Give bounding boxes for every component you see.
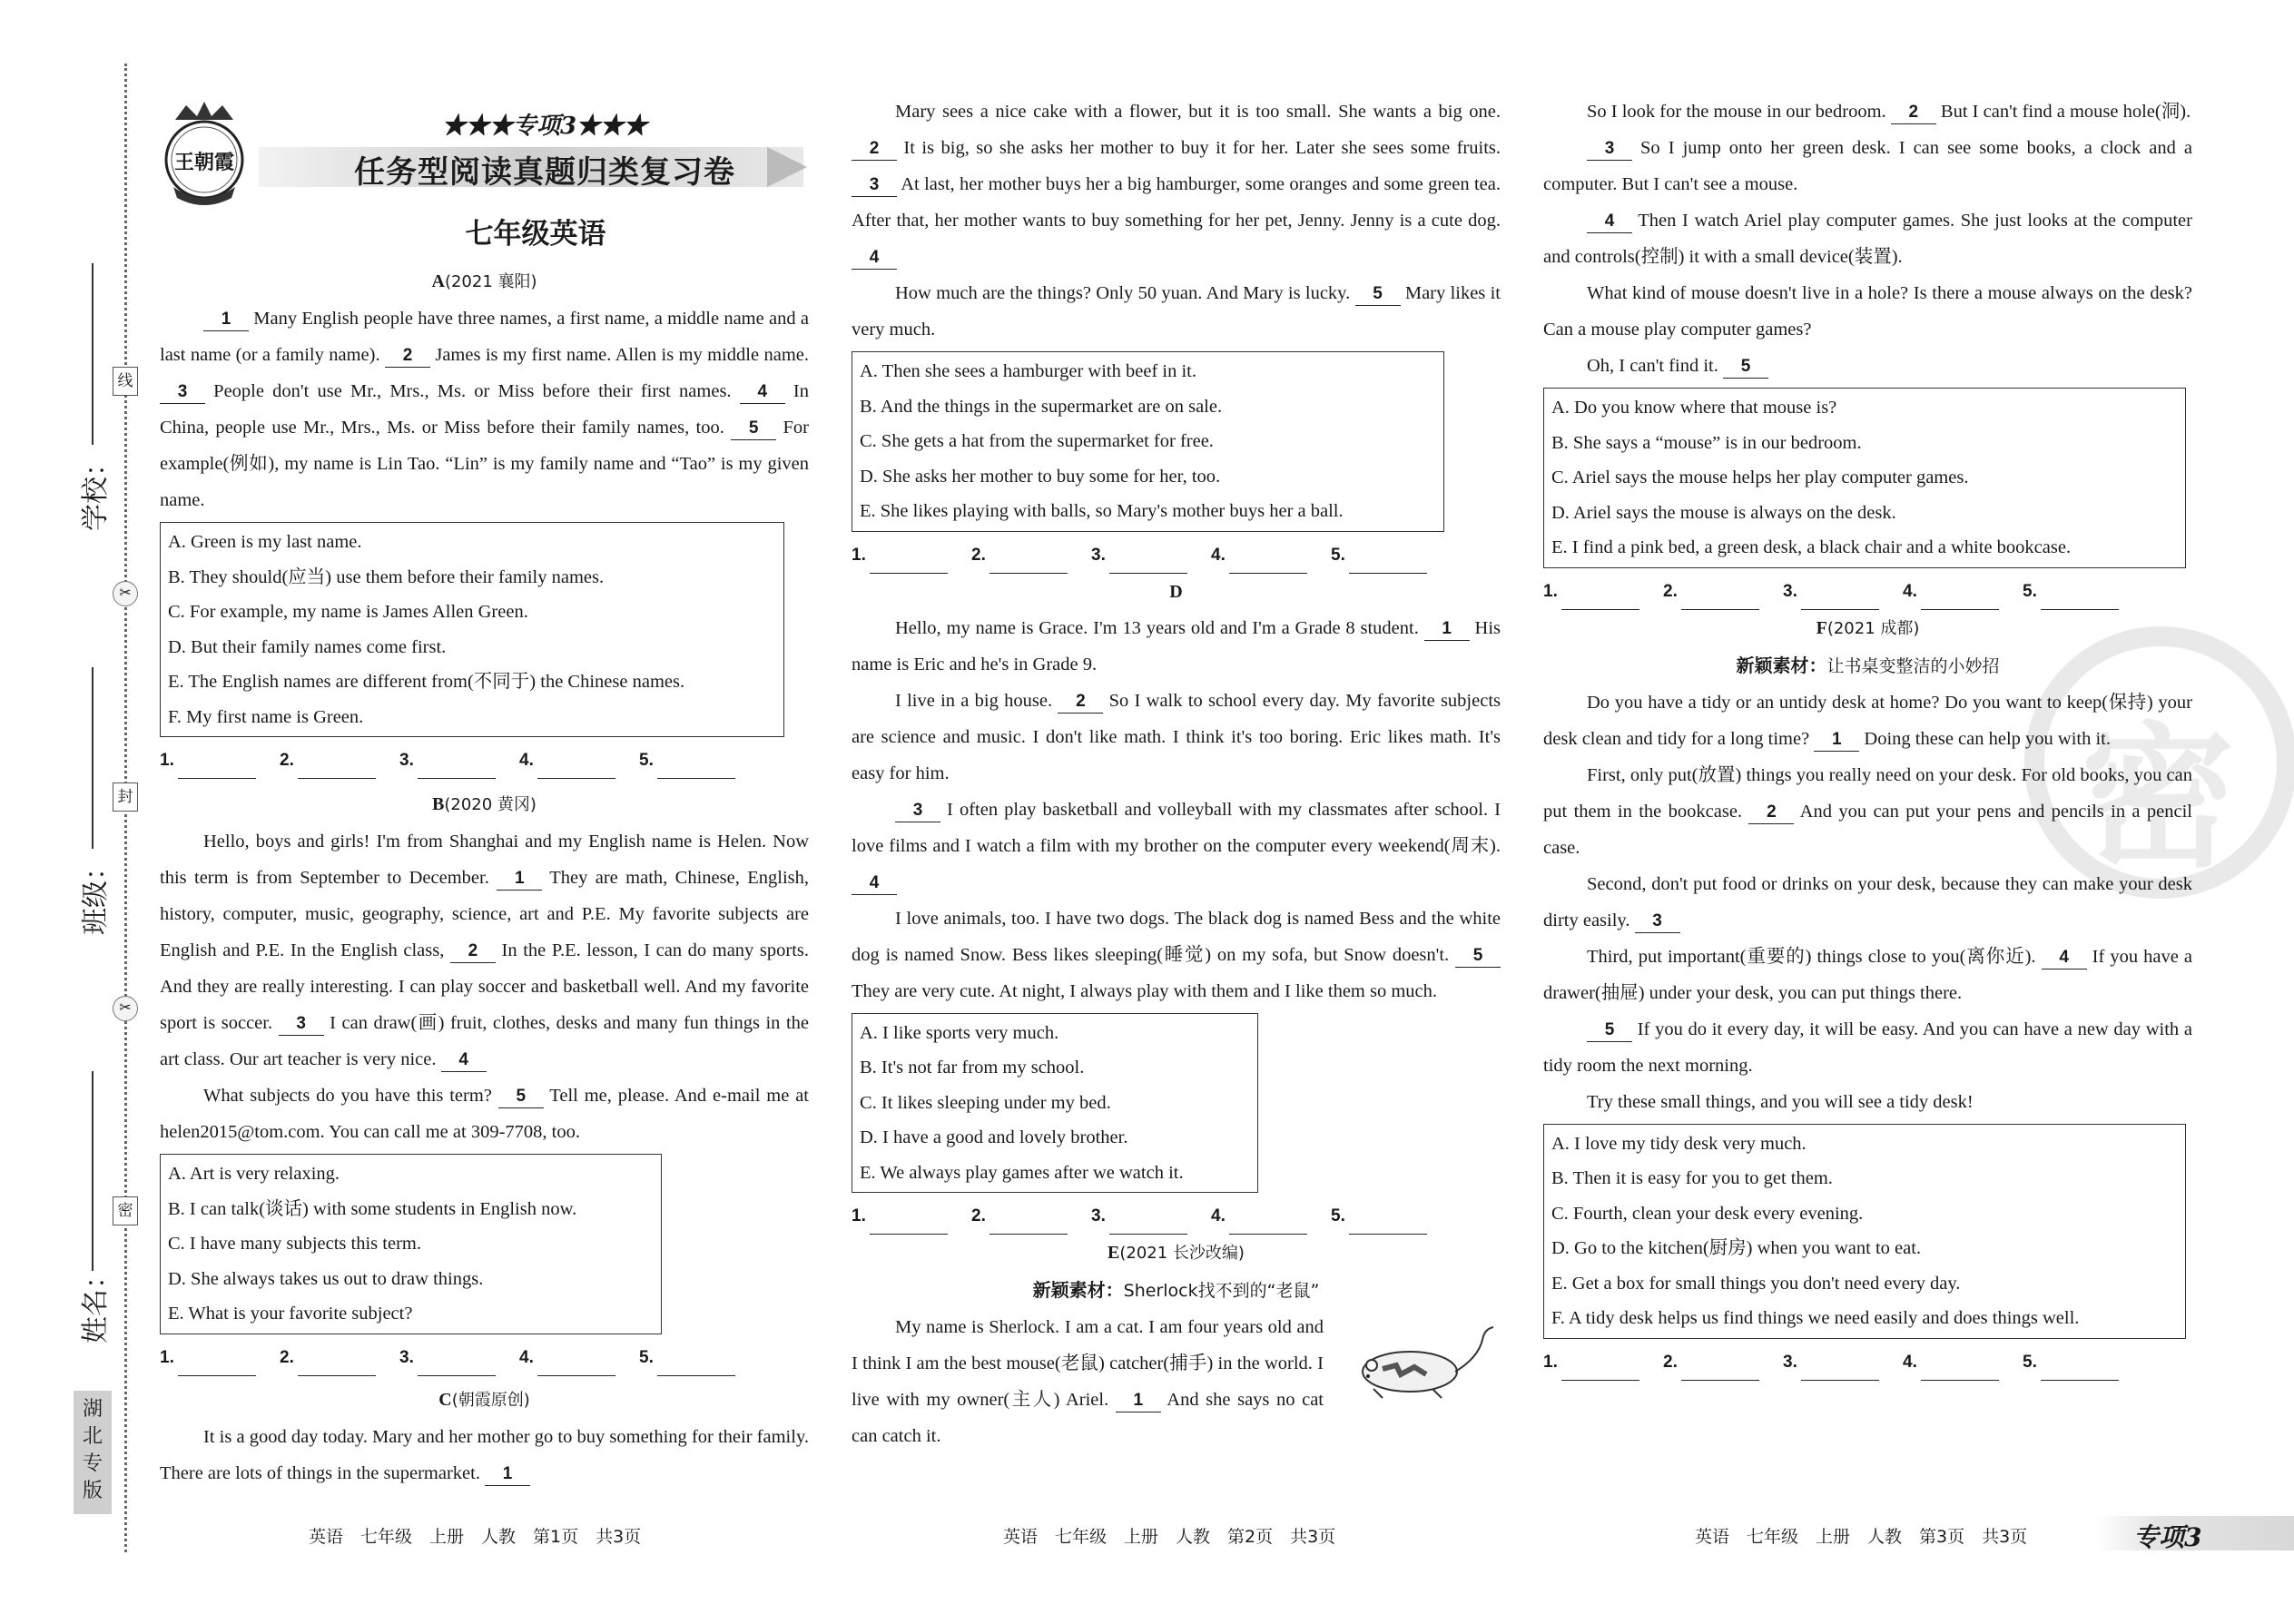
answer-row-d: 1. 2. 3. 4. 5.	[852, 1198, 1501, 1235]
option: B. I can talk(谈话) with some students in English now.	[168, 1198, 577, 1219]
answer-field[interactable]	[418, 756, 496, 779]
seal-char-xian: 线	[113, 367, 138, 396]
blank-a2[interactable]: 2	[385, 345, 430, 368]
answer-field[interactable]	[537, 756, 615, 779]
column-3	[1543, 94, 2192, 1381]
section-f-material: 新颖素材：让书桌变整洁的小妙招	[1736, 654, 2000, 676]
answer-field[interactable]	[1561, 1358, 1639, 1381]
option: A. Then she sees a hamburger with beef in it.	[860, 361, 1196, 381]
section-f-passage-4: Third, put important(重要的) things close to you(离你近). 4 If you have a drawer(抽屉) under your desk, you can put things there.	[1543, 946, 2192, 1003]
answer-field[interactable]	[1349, 1212, 1427, 1235]
answer-row-a: 1. 2. 3. 4. 5.	[160, 743, 809, 779]
watermark-seal: 密	[2024, 626, 2294, 899]
answer-field[interactable]	[1921, 1358, 1999, 1381]
section-e-passage-4: 4 Then I watch Ariel play computer games. She just looks at the computer and controls(控制) it with a small device(装置).	[1543, 211, 2192, 267]
blank-c3[interactable]: 3	[852, 174, 897, 197]
option: B. Then it is easy for you to get them.	[1551, 1168, 1833, 1188]
option: E. Get a box for small things you don't need every day.	[1551, 1273, 1961, 1294]
school-label: 学校：	[80, 449, 112, 531]
section-f-passage-3: Second, don't put food or drinks on your desk, because they can make your desk dirty easily. 3	[1543, 866, 2192, 939]
answer-field[interactable]	[178, 756, 256, 779]
blank-f3[interactable]: 3	[1635, 910, 1680, 933]
edition-char: 专	[82, 1452, 103, 1475]
class-write-line[interactable]	[92, 667, 94, 849]
section-b-options	[160, 1154, 662, 1334]
corner-tag-label: 专项3	[2133, 1522, 2202, 1552]
blank-b2[interactable]: 2	[450, 940, 496, 963]
edition-tag	[74, 1391, 112, 1514]
section-e-material: 新颖素材：Sherlock找不到的“老鼠”	[1032, 1279, 1320, 1301]
option: D. She asks her mother to buy some for her, too.	[860, 466, 1221, 487]
blank-f1[interactable]: 1	[1814, 729, 1859, 752]
option: D. I have a good and lovely brother.	[860, 1127, 1128, 1147]
blank-b3[interactable]: 3	[279, 1013, 324, 1036]
answer-field[interactable]	[1561, 587, 1639, 610]
section-d-passage-1: Hello, my name is Grace. I'm 13 years old and I'm a Grade 8 student. 1 His name is Eric and he's in Grade 9.	[852, 617, 1501, 674]
section-b-passage: Hello, boys and girls! I'm from Shanghai and my English name is Helen. Now this term is from September to December. 1 They are math, Chinese, English, history, computer, music, geography, science, art and P.E. My favorite subjects are English and P.E. In the English class, 2 In the P.E. lesson, I can do many sports. And they are really interesting. I can play soccer and basketball well. And my favorite sport is soccer. 3 I can draw(画) fruit, clothes, desks and many fun things in the art class. Our art teacher is very nice. 4	[160, 823, 809, 1078]
section-a-options	[160, 522, 784, 737]
section-e-heading: E(2021 长沙改编)	[1108, 1243, 1245, 1263]
scissors-icon: ✂	[113, 996, 138, 1021]
section-c-passage-1: It is a good day today. Mary and her mother go to buy something for their family. There are lots of things in the supermarket. 1	[160, 1419, 809, 1491]
answer-field[interactable]	[870, 551, 948, 574]
blank-f5[interactable]: 5	[1587, 1019, 1632, 1042]
blank-e2[interactable]: 2	[1891, 102, 1936, 124]
answer-field[interactable]	[1681, 587, 1759, 610]
answer-field[interactable]	[1109, 1212, 1187, 1235]
section-c-passage-2: Mary sees a nice cake with a flower, but it is too small. She wants a big one. 2 It is big, so she asks her mother to buy it for her. Later she sees some fruits. 3 At last, her mother buys her a big hamburger, some oranges and some green tea. After that, her mother wants to buy something for her pet, Jenny. Jenny is a cute dog. 4	[852, 94, 1501, 275]
option: A. Art is very relaxing.	[168, 1164, 340, 1184]
answer-field[interactable]	[537, 1353, 615, 1376]
section-f-options	[1543, 1124, 2186, 1339]
answer-field[interactable]	[989, 551, 1068, 574]
answer-field[interactable]	[298, 756, 376, 779]
section-c-options	[852, 351, 1444, 532]
name-write-line[interactable]	[92, 1071, 94, 1271]
blank-b1[interactable]: 1	[497, 868, 542, 891]
section-f-passage-5: 5 If you do it every day, it will be easy. And you can have a new day with a tidy room the next morning.	[1543, 1019, 2192, 1076]
section-f-passage-2: First, only put(放置) things you really need on your desk. For old books, you can put them in the bookcase. 2 And you can put your pens and pencils in a pencil case.	[1543, 764, 2192, 858]
option: B. They should(应当) use them before their family names.	[168, 566, 605, 587]
blank-b5[interactable]: 5	[498, 1086, 544, 1108]
answer-row-c: 1. 2. 3. 4. 5.	[852, 537, 1501, 574]
scissors-icon: ✂	[113, 581, 138, 606]
blank-c2[interactable]: 2	[852, 138, 897, 161]
answer-field[interactable]	[2041, 587, 2119, 610]
section-f-passage-1: Do you have a tidy or an untidy desk at home? Do you want to keep(保持) your desk clean and tidy for a long time? 1 Doing these can help you with it.	[1543, 684, 2192, 757]
seal-char-feng: 封	[113, 782, 138, 812]
section-d-passage-4: I love animals, too. I have two dogs. The black dog is named Bess and the white dog is named Snow. Bess likes sleeping(睡觉) on my sofa, but Snow doesn't. 5 They are very cute. At night, I always play with them and I like them so much.	[852, 908, 1501, 1001]
option: E. What is your favorite subject?	[168, 1304, 413, 1324]
blank-a4[interactable]: 4	[740, 381, 785, 404]
answer-field[interactable]	[989, 1212, 1068, 1235]
option: A. I like sports very much.	[860, 1022, 1059, 1043]
answer-field[interactable]	[178, 1353, 256, 1376]
blank-e1[interactable]: 1	[1116, 1390, 1161, 1412]
edition-char: 湖	[82, 1398, 103, 1421]
answer-field[interactable]	[1921, 587, 1999, 610]
option: B. It's not far from my school.	[860, 1058, 1085, 1078]
option: F. A tidy desk helps us find things we need easily and does things well.	[1551, 1308, 2080, 1328]
brand-logo	[159, 100, 250, 209]
option: E. She likes playing with balls, so Mary's mother buys her a ball.	[860, 501, 1344, 521]
section-a-passage: 1 Many English people have three names, a first name, a middle name and a last name (or a family name). 2 James is my first name. Allen is my middle name. 3 People don't use Mr., Mrs., Ms. or Miss before their first names. 4 In China, people use Mr., Mrs., Ms. or Miss before their family names, too. 5 For example(例如), my name is Lin Tao. “Lin” is my family name and “Tao” is my given name.	[160, 309, 809, 510]
option: C. Ariel says the mouse helps her play computer games.	[1551, 468, 1969, 487]
option: C. I have many subjects this term.	[168, 1234, 421, 1254]
section-c-heading: C(朝霞原创)	[438, 1389, 530, 1410]
option: D. Go to the kitchen(厨房) when you want to eat.	[1551, 1238, 1922, 1258]
option: B. She says a “mouse” is in our bedroom.	[1551, 432, 1862, 453]
section-d-options	[852, 1013, 1258, 1194]
answer-row-e: 1. 2. 3. 4. 5.	[1543, 574, 2192, 610]
blank-d5[interactable]: 5	[1455, 945, 1501, 968]
school-write-line[interactable]	[92, 263, 94, 445]
option: C. For example, my name is James Allen Green.	[168, 602, 528, 622]
option: C. Fourth, clean your desk every evening.	[1551, 1203, 1864, 1224]
answer-field[interactable]	[657, 756, 735, 779]
blank-e4[interactable]: 4	[1587, 211, 1632, 233]
blank-e3[interactable]: 3	[1587, 138, 1632, 161]
blank-a3[interactable]: 3	[160, 381, 205, 404]
blank-d1[interactable]: 1	[1424, 618, 1470, 641]
answer-field[interactable]	[1229, 551, 1307, 574]
section-a-heading: A(2021 襄阳)	[431, 271, 537, 291]
section-e-passage-6: Oh, I can't find it. 5	[1543, 348, 2192, 384]
mouse-illustration	[1346, 1322, 1501, 1412]
blank-e5[interactable]: 5	[1723, 356, 1768, 379]
page-subtitle: 七年级英语	[465, 218, 606, 251]
option: D. Ariel says the mouse is always on the desk.	[1551, 502, 1896, 523]
section-f-passage-6: Try these small things, and you will see a tidy desk!	[1587, 1091, 1974, 1112]
column-1	[160, 263, 809, 1491]
option: D. But their family names come first.	[168, 636, 447, 657]
section-f-heading: F(2021 成都)	[1816, 617, 1920, 638]
section-b-heading: B(2020 黄冈)	[432, 794, 537, 814]
option: B. And the things in the supermarket are on sale.	[860, 396, 1223, 417]
series-label: ★★★专项3★★★	[441, 113, 648, 140]
answer-row-b: 1. 2. 3. 4. 5.	[160, 1340, 809, 1376]
answer-field[interactable]	[657, 1353, 735, 1376]
option: E. We always play games after we watch it.	[860, 1162, 1184, 1183]
blank-c4[interactable]: 4	[852, 247, 897, 270]
section-e-passage-5: What kind of mouse doesn't live in a hole? Is there a mouse always on the desk? Can a mouse play computer games?	[1543, 283, 2192, 340]
option: A. I love my tidy desk very much.	[1551, 1133, 1807, 1154]
corner-tag	[2097, 1516, 2294, 1550]
edition-char: 北	[82, 1425, 103, 1448]
answer-field[interactable]	[1801, 1358, 1879, 1381]
page-footer-2: 英语 七年级 上册 人教 第2页 共3页	[1003, 1527, 1336, 1547]
option: A. Do you know where that mouse is?	[1551, 398, 1837, 418]
answer-field[interactable]	[1349, 551, 1427, 574]
section-c-passage-3: How much are the things? Only 50 yuan. And Mary is lucky. 5 Mary likes it very much.	[852, 283, 1501, 340]
class-label: 班级：	[80, 853, 112, 935]
section-e-passage-1: My name is Sherlock. I am a cat. I am four years old and I think I am the best mouse(老鼠) catcher(捕手) in the world. I live with my owner(主人) Ariel. 1 And she says no cat can catch it.	[852, 1317, 1324, 1446]
answer-field[interactable]	[1801, 587, 1879, 610]
blank-f2[interactable]: 2	[1748, 802, 1794, 824]
option: E. The English names are different from(不同于) the Chinese names.	[168, 672, 685, 692]
answer-field[interactable]	[1229, 1212, 1307, 1235]
answer-field[interactable]	[870, 1212, 948, 1235]
option: F. My first name is Green.	[168, 706, 364, 727]
section-e-passage-2: So I look for the mouse in our bedroom. 2 But I can't find a mouse hole(洞).	[1543, 94, 2192, 130]
answer-row-f: 1. 2. 3. 4. 5.	[1543, 1344, 2192, 1381]
answer-field[interactable]	[2041, 1358, 2119, 1381]
blank-f4[interactable]: 4	[2042, 947, 2087, 969]
edition-char: 版	[82, 1480, 103, 1502]
answer-field[interactable]	[1681, 1358, 1759, 1381]
blank-a1[interactable]: 1	[203, 309, 249, 331]
page-title: 任务型阅读真题归类复习卷	[354, 154, 735, 191]
section-e-options	[1543, 388, 2186, 568]
blank-c5[interactable]: 5	[1355, 283, 1401, 306]
option: D. She always takes us out to draw things.	[168, 1268, 484, 1289]
seal-char-mi: 密	[113, 1196, 138, 1225]
option: E. I find a pink bed, a green desk, a black chair and a white bookcase.	[1551, 537, 2072, 557]
blank-d4[interactable]: 4	[852, 872, 897, 895]
answer-field[interactable]	[298, 1353, 376, 1376]
logo-text: 王朝霞	[173, 151, 234, 174]
column-2	[852, 94, 1501, 1454]
option: C. She gets a hat from the supermarket for free.	[860, 431, 1214, 451]
section-d-passage-2: I live in a big house. 2 So I walk to school every day. My favorite subjects are science and music. I don't like math. I think it's too boring. Eric likes math. It's easy for him.	[852, 690, 1501, 783]
name-label: 姓名：	[80, 1262, 112, 1343]
page-footer-1: 英语 七年级 上册 人教 第1页 共3页	[309, 1527, 642, 1547]
section-e-passage-3: 3 So I jump onto her green desk. I can see some books, a clock and a computer. But I can't see a mouse.	[1543, 138, 2192, 194]
section-d-heading: D	[1169, 581, 1183, 602]
section-d-passage-3: 3 I often play basketball and volleyball with my classmates after school. I love films and I watch a film with my brother on the computer every weekend(周末). 4	[852, 792, 1501, 901]
blank-d2[interactable]: 2	[1058, 691, 1103, 714]
page-footer-3: 英语 七年级 上册 人教 第3页 共3页	[1695, 1527, 2028, 1547]
blank-d3[interactable]: 3	[895, 800, 940, 822]
blank-b4[interactable]: 4	[441, 1049, 487, 1072]
blank-a5[interactable]: 5	[731, 418, 776, 440]
option: A. Green is my last name.	[168, 532, 362, 552]
answer-field[interactable]	[418, 1353, 496, 1376]
answer-field[interactable]	[1109, 551, 1187, 574]
section-b-passage-2: What subjects do you have this term? 5 Tell me, please. And e-mail me at helen2015@tom.com. You can call me at 309-7708, too.	[160, 1086, 809, 1142]
blank-c1[interactable]: 1	[485, 1463, 530, 1486]
option: C. It likes sleeping under my bed.	[860, 1092, 1111, 1113]
